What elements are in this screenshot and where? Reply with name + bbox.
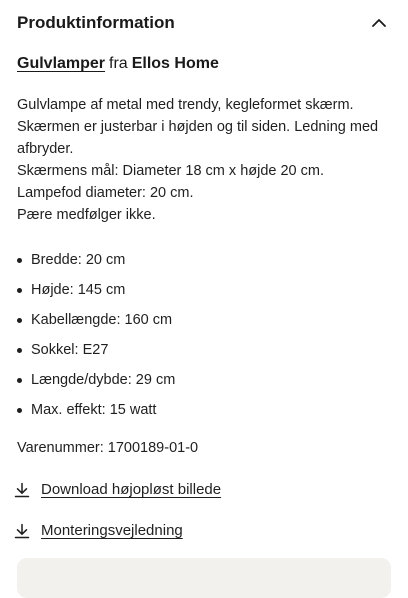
bullet-icon	[17, 258, 22, 263]
next-section-card[interactable]	[17, 558, 391, 598]
bullet-icon	[17, 378, 22, 383]
brand-name: Ellos Home	[131, 55, 219, 72]
download-icon	[14, 482, 30, 498]
bullet-icon	[17, 348, 22, 353]
spec-item	[17, 340, 175, 370]
description-line: Skærmen er justerbar i højden og til siden. Ledning med afbryder.	[17, 119, 379, 157]
mounting-guide-link[interactable]	[14, 522, 183, 539]
download-icon	[14, 523, 30, 539]
download-image-label[interactable]: Download højopløst billede	[41, 481, 222, 498]
spec-text: Bredde: 20 cm	[31, 252, 126, 268]
spec-item	[17, 280, 175, 310]
spec-item	[17, 370, 175, 400]
brand-line	[17, 55, 219, 73]
spec-text: Max. effekt: 15 watt	[31, 402, 157, 418]
download-image-link[interactable]	[14, 481, 221, 498]
article-number: Varenummer: 1700189-01-0	[17, 440, 199, 456]
description-line: Pære medfølger ikke.	[17, 207, 156, 223]
spec-list	[17, 250, 175, 430]
bullet-icon	[17, 318, 22, 323]
spec-item	[17, 400, 175, 430]
spec-item	[17, 310, 175, 340]
category-link[interactable]: Gulvlamper	[17, 55, 106, 72]
spec-text: Kabellængde: 160 cm	[31, 312, 173, 328]
spec-text: Sokkel: E27	[31, 342, 109, 358]
product-info-header[interactable]	[17, 10, 388, 36]
description-line: Lampefod diameter: 20 cm.	[17, 185, 194, 201]
brand-connector: fra	[109, 55, 128, 72]
spec-text: Højde: 145 cm	[31, 282, 126, 298]
mounting-guide-label[interactable]: Monteringsvejledning	[41, 522, 183, 539]
description-line: Gulvlampe af metal med trendy, kegleformet skærm.	[17, 97, 354, 113]
bullet-icon	[17, 288, 22, 293]
chevron-up-icon[interactable]	[370, 14, 388, 32]
product-description	[17, 94, 397, 226]
bullet-icon	[17, 408, 22, 413]
spec-item	[17, 250, 175, 280]
section-title: Produktinformation	[17, 13, 175, 32]
description-line: Skærmens mål: Diameter 18 cm x højde 20 cm.	[17, 163, 325, 179]
spec-text: Længde/dybde: 29 cm	[31, 372, 176, 388]
